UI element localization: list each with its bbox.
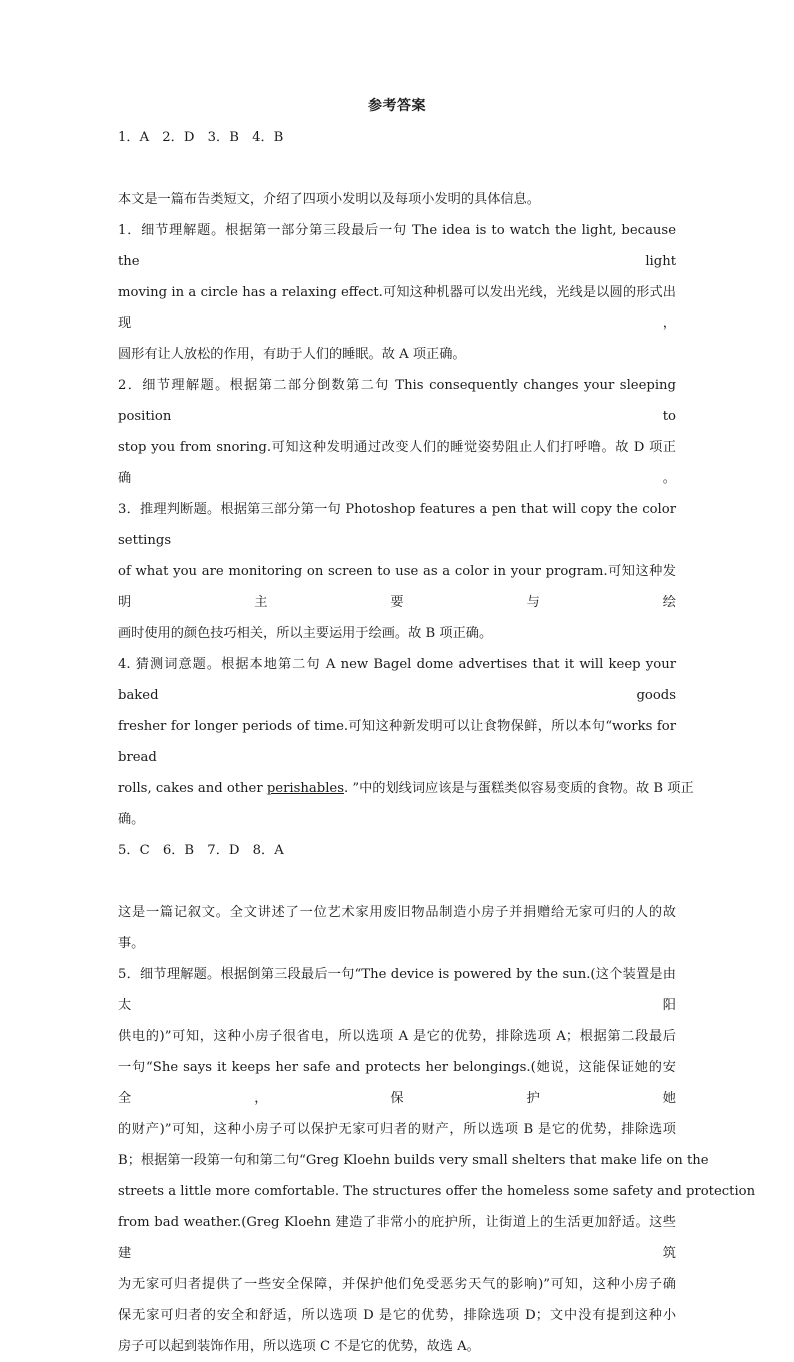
q5-line: 供电的)”可知，这种小房子很省电，所以选项 A 是它的优势，排除选项 A；根据第二段最后 [118,1029,676,1044]
q4-line [118,773,694,804]
q4-text: . ”中的划线词应该是与蛋糕类似容易变质的食物。故 B 项正 [343,781,694,796]
q5-line: 的财产)”可知，这种小房子可以保护无家可归者的财产，所以选项 B 是它的优势，排除选项 [118,1122,676,1137]
q5-line: from bad weather.(Greg Kloehn 建造了非常小的庇护所，让街道上的生活更加舒适。这些建筑 [118,1215,676,1261]
q2-line: 2．细节理解题。根据第二部分倒数第二句 This consequently changes your sleeping position to [118,378,676,424]
q3-line: 画时使用的颜色技巧相关，所以主要运用于绘画。故 B 项正确。 [118,626,493,641]
q4-line: 确。 [118,812,145,827]
q2-line: stop you from snoring.可知这种发明通过改变人们的睡觉姿势阻止人们打呼噜。故 D 项正确。 [118,440,676,486]
q5-line: 一句“She says it keeps her safe and protects her belongings.(她说，这能保证她的安全，保护她 [118,1060,676,1106]
spacer [118,153,676,184]
q4-line: fresher for longer periods of time.可知这种新发明可以让食物保鲜，所以本句“works for bread [118,719,676,765]
q3-line: of what you are monitoring on screen to use as a color in your program.可知这种发明主要与绘 [118,564,676,610]
q5-line: 房子可以起到装饰作用，所以选项 C 不是它的优势，故选 A。 [118,1339,480,1354]
q3-line: 3．推理判断题。根据第三部分第一句 Photoshop features a pen that will copy the color settings [118,502,676,548]
underlined-word: perishables [266,781,344,796]
passage-2-intro: 事。 [118,936,145,951]
page-title: 参考答案 [368,98,426,114]
q5-line: 5．细节理解题。根据倒第三段最后一句“The device is powered by the sun.(这个装置是由太阳 [118,967,676,1013]
q5-line: 保无家可归者的安全和舒适，所以选项 D 是它的优势，排除选项 D；文中没有提到这种小 [118,1308,676,1323]
spacer [118,866,676,897]
q5-line: 为无家可归者提供了一些安全保障，并保护他们免受恶劣天气的影响)”可知，这种小房子确 [118,1277,676,1292]
q5-line: streets a little more comfortable. The structures offer the homeless some safety and protection [118,1184,756,1199]
q4-line: 4. 猜测词意题。根据本地第二句 A new Bagel dome advertises that it will keep your baked goods [118,657,676,703]
q4-text: rolls, cakes and other [118,781,267,796]
answer-key-2: 5．C 6．B 7．D 8．A [118,843,284,858]
answer-key-1: 1．A 2．D 3．B 4．B [118,130,284,145]
passage-2-intro: 这是一篇记叙文。全文讲述了一位艺术家用废旧物品制造小房子并捐赠给无家可归的人的故 [118,905,676,920]
passage-1-intro: 本文是一篇布告类短文，介绍了四项小发明以及每项小发明的具体信息。 [118,192,540,207]
q1-line: 1．细节理解题。根据第一部分第三段最后一句 The idea is to watch the light, because the light [118,223,676,269]
q1-line: 圆形有让人放松的作用，有助于人们的睡眠。故 A 项正确。 [118,347,466,362]
q5-line: B；根据第一段第一句和第二句“Greg Kloehn builds very small shelters that make life on the [118,1153,709,1168]
q1-line: moving in a circle has a relaxing effect.可知这种机器可以发出光线，光线是以圆的形式出现， [118,285,676,331]
